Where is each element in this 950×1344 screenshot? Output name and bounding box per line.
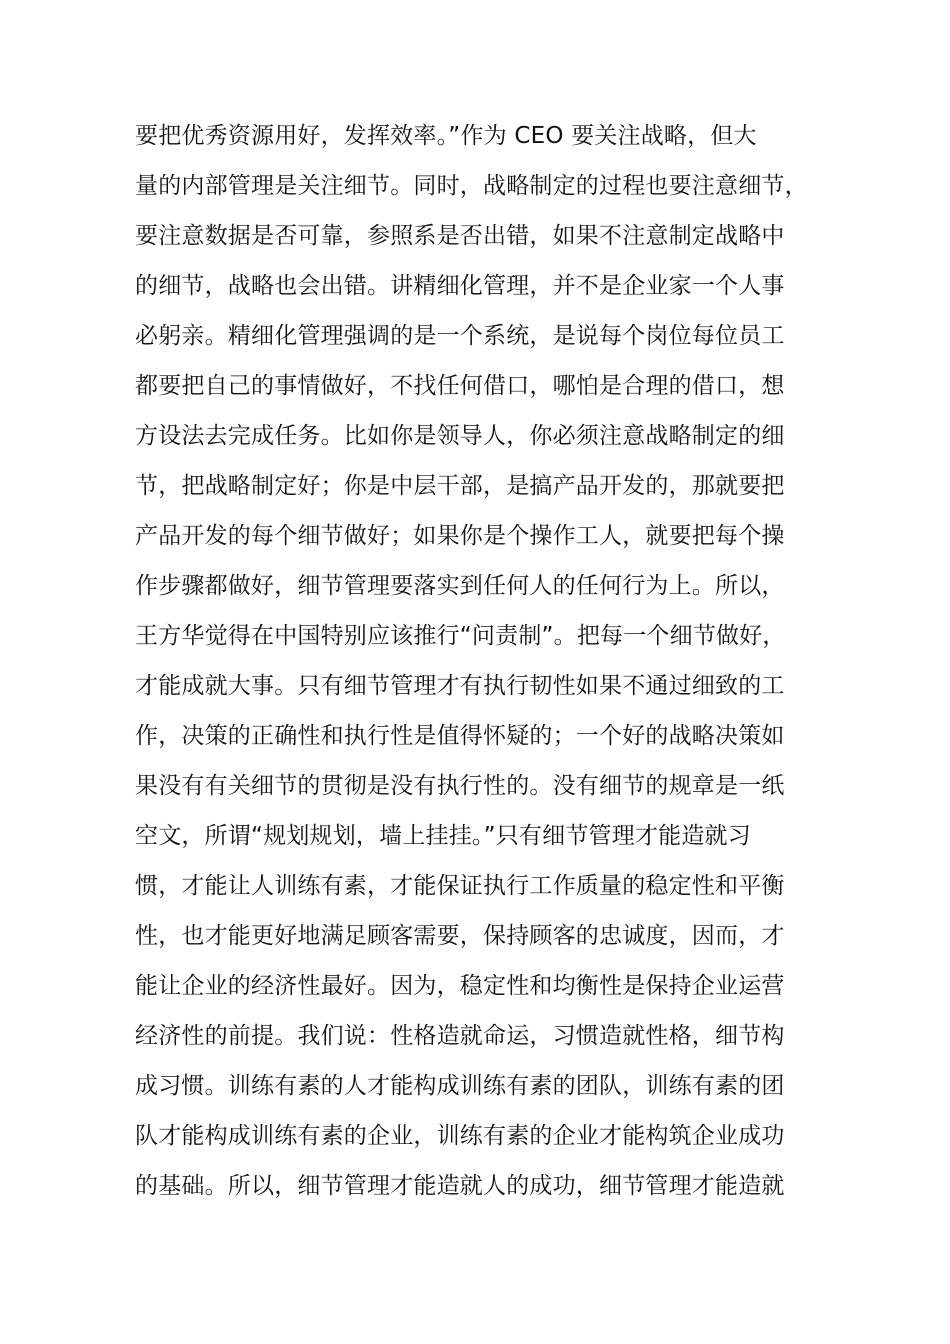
text-line-9: 产品开发的每个细节做好；如果你是个操作工人，就要把每个操 <box>135 523 785 549</box>
text-line-1: 要把优秀资源用好，发挥效率。”作为 CEO 要关注战略，但大 <box>135 123 757 149</box>
text-line-18: 能让企业的经济性最好。因为，稳定性和均衡性是保持企业运营 <box>135 973 785 999</box>
text-line-10: 作步骤都做好，细节管理要落实到任何人的任何行为上。所以， <box>135 573 785 599</box>
text-line-5: 必躬亲。精细化管理强调的是一个系统，是说每个岗位每位员工 <box>135 323 785 349</box>
text-line-13: 作，决策的正确性和执行性是值得怀疑的；一个好的战略决策如 <box>135 723 785 749</box>
text-line-4: 的细节，战略也会出错。讲精细化管理，并不是企业家一个人事 <box>135 273 785 299</box>
text-line-12: 才能成就大事。只有细节管理才有执行韧性如果不通过细致的工 <box>135 673 785 699</box>
text-line-22: 的基础。所以，细节管理才能造就人的成功，细节管理才能造就 <box>135 1173 785 1199</box>
text-line-16: 惯，才能让人训练有素，才能保证执行工作质量的稳定性和平衡 <box>135 873 785 899</box>
text-line-19: 经济性的前提。我们说：性格造就命运，习惯造就性格，细节构 <box>135 1023 785 1049</box>
text-line-3: 要注意数据是否可靠，参照系是否出错，如果不注意制定战略中 <box>135 223 785 249</box>
text-line-21: 队才能构成训练有素的企业，训练有素的企业才能构筑企业成功 <box>135 1123 785 1149</box>
text-line-14: 果没有有关细节的贯彻是没有执行性的。没有细节的规章是一纸 <box>135 773 785 799</box>
text-line-2: 量的内部管理是关注细节。同时，战略制定的过程也要注意细节， <box>135 173 808 199</box>
text-line-7: 方设法去完成任务。比如你是领导人，你必须注意战略制定的细 <box>135 423 785 449</box>
text-line-17: 性，也才能更好地满足顾客需要，保持顾客的忠诚度，因而，才 <box>135 923 785 949</box>
text-line-6: 都要把自己的事情做好，不找任何借口，哪怕是合理的借口，想 <box>135 373 785 399</box>
text-line-8: 节，把战略制定好；你是中层干部，是搞产品开发的，那就要把 <box>135 473 785 499</box>
text-line-20: 成习惯。训练有素的人才能构成训练有素的团队，训练有素的团 <box>135 1073 785 1099</box>
text-line-11: 王方华觉得在中国特别应该推行“问责制”。把每一个细节做好， <box>135 623 786 649</box>
text-line-15: 空文，所谓“规划规划，墙上挂挂。”只有细节管理才能造就习 <box>135 823 751 849</box>
body-paragraph <box>135 111 815 1211</box>
